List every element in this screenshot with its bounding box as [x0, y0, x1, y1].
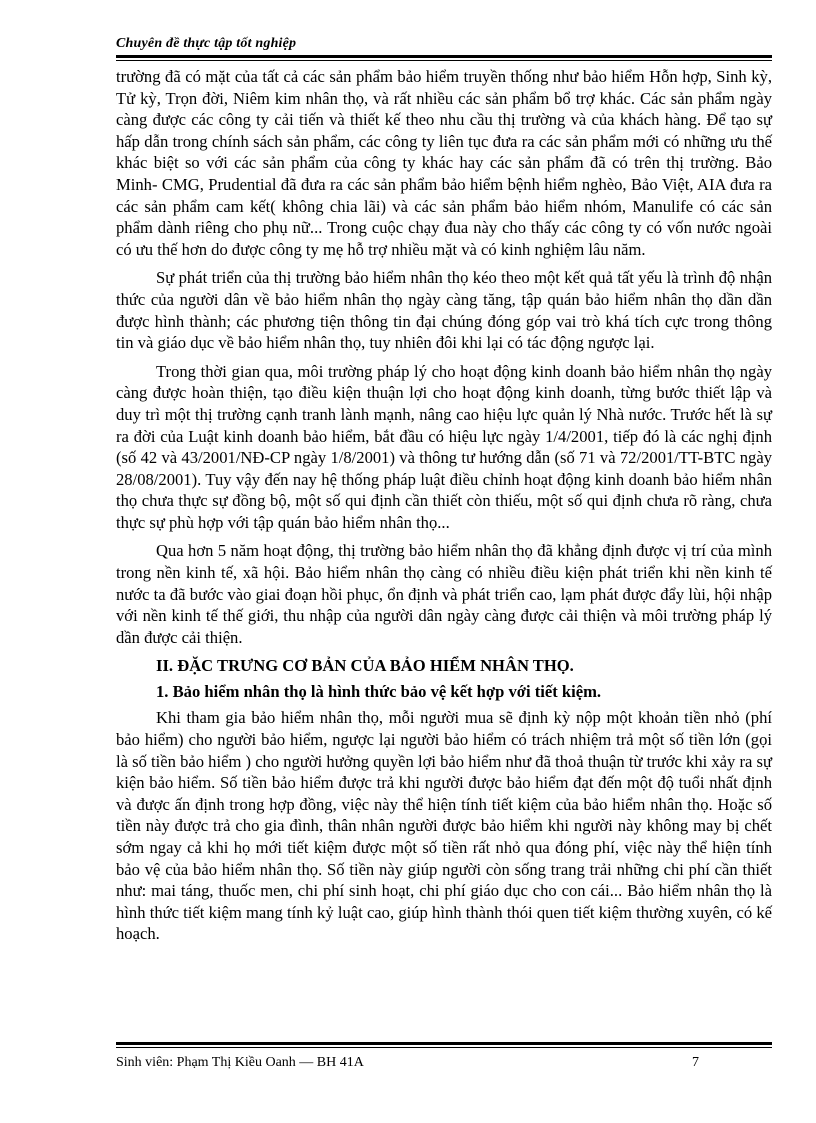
document-body: [116, 66, 772, 952]
header-divider: [116, 55, 772, 58]
subsection-heading: 1. Bảo hiểm nhân thọ là hình thức bảo vệ kết hợp với tiết kiệm.: [156, 682, 602, 702]
paragraph-2: Sự phát triển của thị trường bảo hiểm nhân thọ kéo theo một kết quả tất yếu là trình độ nhận thức của người dân về bảo hiểm nhân thọ ngày càng tăng, tập quán bảo hiểm nhân thọ dần dần được hình thành; các phương tiện thông tin đại chúng đóng góp vai trò khá tích cực trong thông tin và giáo dục về bảo hiểm nhân thọ, tuy nhiên đôi khi lại có tác động ngược lại.: [116, 268, 772, 353]
paragraph-3: Trong thời gian qua, môi trường pháp lý cho hoạt động kinh doanh bảo hiểm nhân thọ ngày càng được hoàn thiện, tạo điều kiện thuận lợi cho hoạt động kinh doanh, từng bước thiết lập và duy trì một thị trường cạnh tranh lành mạnh, nâng cao hiệu lực quản lý Nhà nước. Trước hết là sự ra đời của Luật kinh doanh bảo hiểm, bắt đầu có hiệu lực ngày 1/4/2001, tiếp đó là các nghị định (số 42 và 43/2001/NĐ-CP ngày 1/8/2001) và thông tư hướng dẫn (số 71 và 72/2001/TT-BTC ngày 28/08/2001). Tuy vậy đến nay hệ thống pháp luật điều chỉnh hoạt động kinh doanh bảo hiểm nhân thọ chưa thực sự đồng bộ, một số qui định cần thiết còn thiếu, một số qui định chưa rõ ràng, chưa thực sự phù hợp với tập quán bảo hiểm nhân thọ...: [116, 361, 772, 532]
footer-divider-thin: [116, 1047, 772, 1048]
page-number: 7: [692, 1055, 699, 1070]
footer-divider: [116, 1042, 772, 1045]
page-header-title: Chuyên đề thực tập tốt nghiệp: [116, 36, 297, 51]
paragraph-1: trường đã có mặt của tất cả các sản phẩm bảo hiểm truyền thống như bảo hiểm Hỗn hợp, Sinh kỳ, Tử kỳ, Trọn đời, Niêm kim nhân thọ, và rất nhiều các sản phẩm bổ trợ khác. Các sản phẩm ngày càng được các công ty cải tiến và thiết kế theo nhu cầu thị trường và của khách hàng. Để tạo sự hấp dẫn trong chính sách sản phẩm, các công ty liên tục đưa ra các sản phẩm mới có những ưu thế khác biệt so với các sản phẩm của công ty khác hay các sản phẩm đã có trên thị trường. Bảo Minh- CMG, Prudential đã đưa ra các sản phẩm bảo hiểm bệnh hiểm nghèo, Bảo Việt, AIA đưa ra các sản phẩm cam kết( không chia lãi) và các sản phẩm bảo hiểm nhóm, Manulife có các sản phẩm dành riêng cho phụ nữ... Trong cuộc chạy đua này cho thấy các công ty có vốn nước ngoài có ưu thế hơn do được công ty mẹ hỗ trợ nhiều mặt và có kinh nghiệm lâu năm.: [116, 67, 772, 259]
footer-student: Sinh viên: Phạm Thị Kiều Oanh — BH 41A: [116, 1055, 364, 1070]
section-heading: II. ĐẶC TRƯNG CƠ BẢN CỦA BẢO HIỂM NHÂN THỌ.: [156, 656, 574, 676]
paragraph-4: Qua hơn 5 năm hoạt động, thị trường bảo hiểm nhân thọ đã khẳng định được vị trí của mình trong nền kinh tế, xã hội. Bảo hiểm nhân thọ càng có nhiều điều kiện phát triển khi nền kinh tế nước ta đã bước vào giai đoạn hồi phục, ổn định và phát triển cao, lạm phát được đẩy lùi, hội nhập với nền kinh tế thế giới, thu nhập của người dân ngày càng được cải thiện và môi trường pháp lý dần được cải thiện.: [116, 541, 772, 647]
paragraph-5: Khi tham gia bảo hiểm nhân thọ, mỗi người mua sẽ định kỳ nộp một khoản tiền nhỏ (phí bảo hiểm) cho người bảo hiểm, ngược lại người bảo hiểm có trách nhiệm trả một số tiền lớn (gọi là số tiền bảo hiểm ) cho người hưởng quyền lợi bảo hiểm như đã thoả thuận từ trước khi xảy ra sự kiện bảo hiểm. Số tiền bảo hiểm được trả khi người được bảo hiểm đạt đến một độ tuổi nhất định và được ấn định trong hợp đồng, việc này thể hiện tính tiết kiệm của bảo hiểm nhân thọ. Hoặc số tiền này được trả cho gia đình, thân nhân người được bảo hiểm khi người này không may bị chết sớm ngay cả khi họ mới tiết kiệm được một số tiền rất nhỏ qua đóng phí, việc này thể hiện tính bảo vệ của bảo hiểm nhân thọ. Số tiền này giúp người còn sống trang trải những chi phí cần thiết như: mai táng, thuốc men, chi phí sinh hoạt, chi phí giáo dục cho con cái... Bảo hiểm nhân thọ là hình thức tiết kiệm mang tính kỷ luật cao, giúp hình thành thói quen tiết kiệm thường xuyên, có kế hoạch.: [116, 708, 772, 944]
header-divider-thin: [116, 60, 772, 61]
